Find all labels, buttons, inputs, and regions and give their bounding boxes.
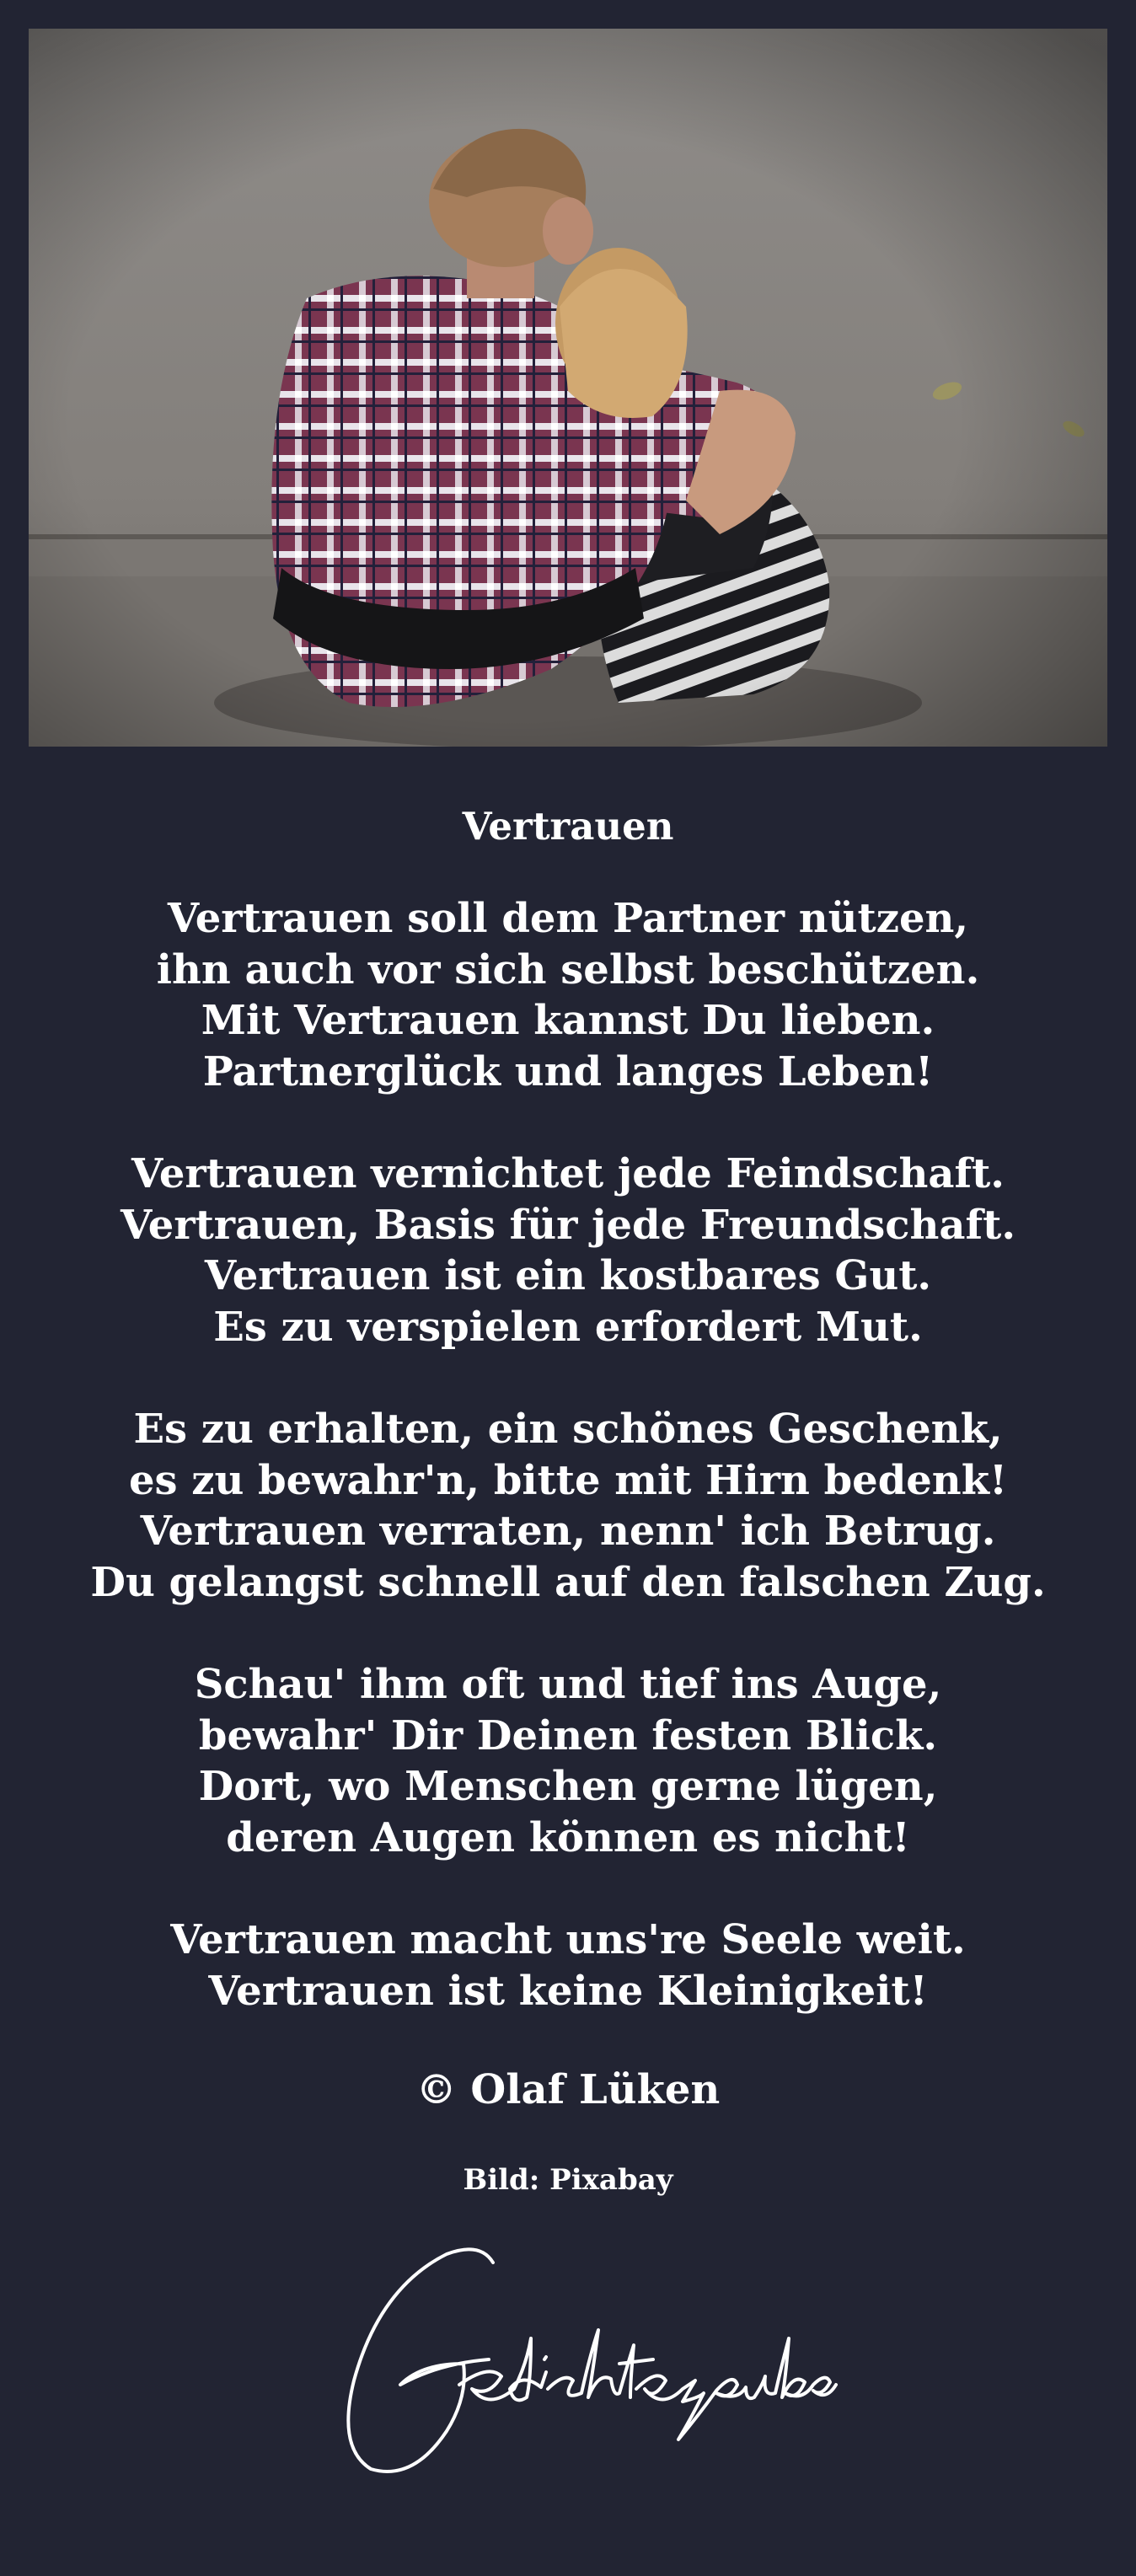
poem-title: Vertrauen xyxy=(462,804,674,849)
poem-line: Vertrauen ist ein kostbares Gut. xyxy=(204,1252,932,1299)
poem-copyright: © Olaf Lüken xyxy=(415,2066,721,2113)
poem-line: Vertrauen soll dem Partner nützen, xyxy=(167,895,969,942)
poem-line: Dort, wo Menschen gerne lügen, xyxy=(198,1763,938,1810)
signature-script-icon xyxy=(320,2237,843,2490)
poem-line: Vertrauen, Basis für jede Freundschaft. xyxy=(120,1201,1016,1249)
stanza-4 xyxy=(0,1659,1136,1863)
stanza-1 xyxy=(0,893,1136,1097)
poem-line: ihn auch vor sich selbst beschützen. xyxy=(156,945,980,993)
gedichtezauber-signature-logo xyxy=(320,2237,843,2490)
poem-line: Vertrauen verraten, nenn' ich Betrug. xyxy=(140,1508,996,1555)
poem-line: Es zu erhalten, ein schönes Geschenk, xyxy=(133,1406,1003,1453)
poem-photo xyxy=(29,29,1107,747)
stanza-3 xyxy=(0,1404,1136,1608)
poem-line: bewahr' Dir Deinen festen Blick. xyxy=(198,1711,938,1759)
poem-line: Vertrauen vernichtet jede Feindschaft. xyxy=(131,1150,1005,1197)
poem-line: es zu bewahr'n, bitte mit Hirn bedenk! xyxy=(128,1456,1008,1504)
poem-line: Es zu verspielen erfordert Mut. xyxy=(213,1303,923,1351)
poem xyxy=(0,792,1136,2201)
poem-line: Mit Vertrauen kannst Du lieben. xyxy=(201,997,935,1044)
poem-line: Schau' ihm oft und tief ins Auge, xyxy=(194,1661,942,1708)
poem-line: Partnerglück und langes Leben! xyxy=(202,1047,934,1095)
stanza-5 xyxy=(0,1915,1136,2016)
poem-line: Vertrauen macht uns're Seele weit. xyxy=(170,1916,966,1963)
poem-line: Vertrauen ist keine Kleinigkeit! xyxy=(208,1967,928,2015)
image-credit: Bild: Pixabay xyxy=(463,2163,673,2197)
stanza-2 xyxy=(0,1149,1136,1352)
poem-line: deren Augen können es nicht! xyxy=(226,1813,910,1861)
poem-line: Du gelangst schnell auf den falschen Zug. xyxy=(90,1558,1046,1606)
couple-embracing-photo xyxy=(29,29,1107,747)
